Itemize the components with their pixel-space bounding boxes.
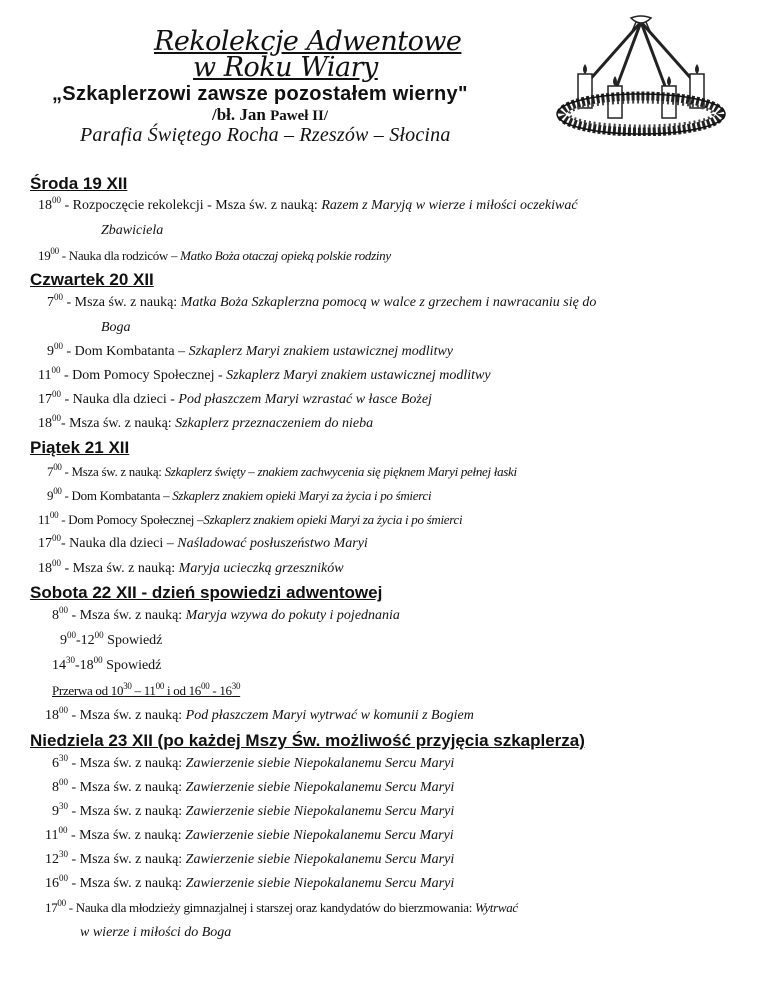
schedule-entry: $18^{00}$ - Msza św. z nauką: Maryja ucieczką grzeszników [38,558,344,576]
page-subtitle: w Roku Wiary [193,52,378,83]
schedule-entry: $7^{00}$ - Msza św. z nauką: Matka Boża Szkaplerzna pomocą w walce z grzechem i nawracaniu się do [47,292,597,310]
schedule-entry: $6^{30}$ - Msza św. z nauką: Zawierzenie siebie Niepokalanemu Sercu Maryi [52,753,455,771]
schedule-entry: $9^{00}$ - Dom Kombatanta – Szkaplerz Maryi znakiem ustawicznej modlitwy [47,341,454,359]
schedule-entry: $9^{00}$ - Dom Kombatanta – Szkaplerz znakiem opieki Maryi za życia i po śmierci [47,486,432,503]
schedule-entry: $17^{00}-$ Nauka dla dzieci – Naśladować posłuszeństwo Maryi [38,533,368,551]
advent-wreath-icon [556,14,726,136]
schedule-entry-continuation: Zbawiciela [101,223,164,238]
day-heading-niedziela: Niedziela 23 XII (po każdej Mszy Św. możliwość przyjęcia szkaplerza) [30,731,585,750]
schedule-entry: $7^{00}$ - Msza św. z nauką: Szkaplerz święty – znakiem zachwycenia się pięknem Maryi pełnej łaski [47,462,517,479]
schedule-entry: $17^{00}$ - Nauka dla młodzieży gimnazjalnej i starszej oraz kandydatów do bierzmowania: Wytrwać [45,898,518,915]
page-title: Rekolekcje Adwentowe [154,26,462,57]
schedule-entry: $8^{00}$ - Msza św. z nauką: Zawierzenie siebie Niepokalanemu Sercu Maryi [52,777,455,795]
header [0,0,768,160]
schedule-entry: $17^{00}$ - Nauka dla dzieci - Pod płaszczem Maryi wzrastać w łasce Bożej [38,389,432,407]
schedule-entry: $11^{00}$ - Dom Pomocy Społecznej - Szkaplerz Maryi znakiem ustawicznej modlitwy [38,365,491,383]
parish-name: Parafia Świętego Rocha – Rzeszów – Słocina [80,124,451,146]
confession-slot: $14^{30}-18^{00}$ Spowiedź [52,655,162,673]
day-heading-sroda: Środa 19 XII [30,174,128,193]
day-heading-sobota: Sobota 22 XII - dzień spowiedzi adwentowej [30,583,383,602]
schedule-entry: $16^{00}$ - Msza św. z nauką: Zawierzenie siebie Niepokalanemu Sercu Maryi [45,873,455,891]
schedule-entry: $8^{00}$ - Msza św. z nauką: Maryja wzywa do pokuty i pojednania [52,605,400,623]
confession-slot: $9^{00}-12^{00}$ Spowiedź [60,630,163,648]
schedule-entry: $9^{30}$ - Msza św. z nauką: Zawierzenie siebie Niepokalanemu Sercu Maryi [52,801,455,819]
schedule-entry: $11^{00}$ - Msza św. z nauką: Zawierzenie siebie Niepokalanemu Sercu Maryi [45,825,454,843]
schedule-entry-continuation: w wierze i miłości do Boga [80,925,232,940]
schedule-entry: $12^{30}$ - Msza św. z nauką: Zawierzenie siebie Niepokalanemu Sercu Maryi [45,849,455,867]
schedule-entry: $18^{00}$ - Msza św. z nauką: Pod płaszczem Maryi wytrwać w komunii z Bogiem [45,705,474,723]
day-heading-piatek: Piątek 21 XII [30,438,130,457]
schedule-entry: $18^{00}-$ Msza św. z nauką: Szkaplerz przeznaczeniem do nieba [38,413,374,431]
break-notice: Przerwa od $10^{30} - 11^{00}$ i od $16^{00} - 16^{30}$ [52,681,241,698]
schedule-entry: $18^{00}$ - Rozpoczęcie rekolekcji - Msza św. z nauką: Razem z Maryją w wierze i miłości oczekiwać [38,195,578,213]
motto-author: /bł. Jan Paweł II/ [212,105,329,124]
schedule-entry: $11^{00}$ - Dom Pomocy Społecznej –Szkaplerz znakiem opieki Maryi za życia i po śmierci [38,510,463,527]
schedule-entry-continuation: Boga [101,320,131,335]
day-heading-czwartek: Czwartek 20 XII [30,270,154,289]
schedule-entry: $19^{00}$ - Nauka dla rodziców – Matko Boża otaczaj opieką polskie rodziny [38,246,391,263]
motto: „Szkaplerzowi zawsze pozostałem wierny" [52,83,468,105]
